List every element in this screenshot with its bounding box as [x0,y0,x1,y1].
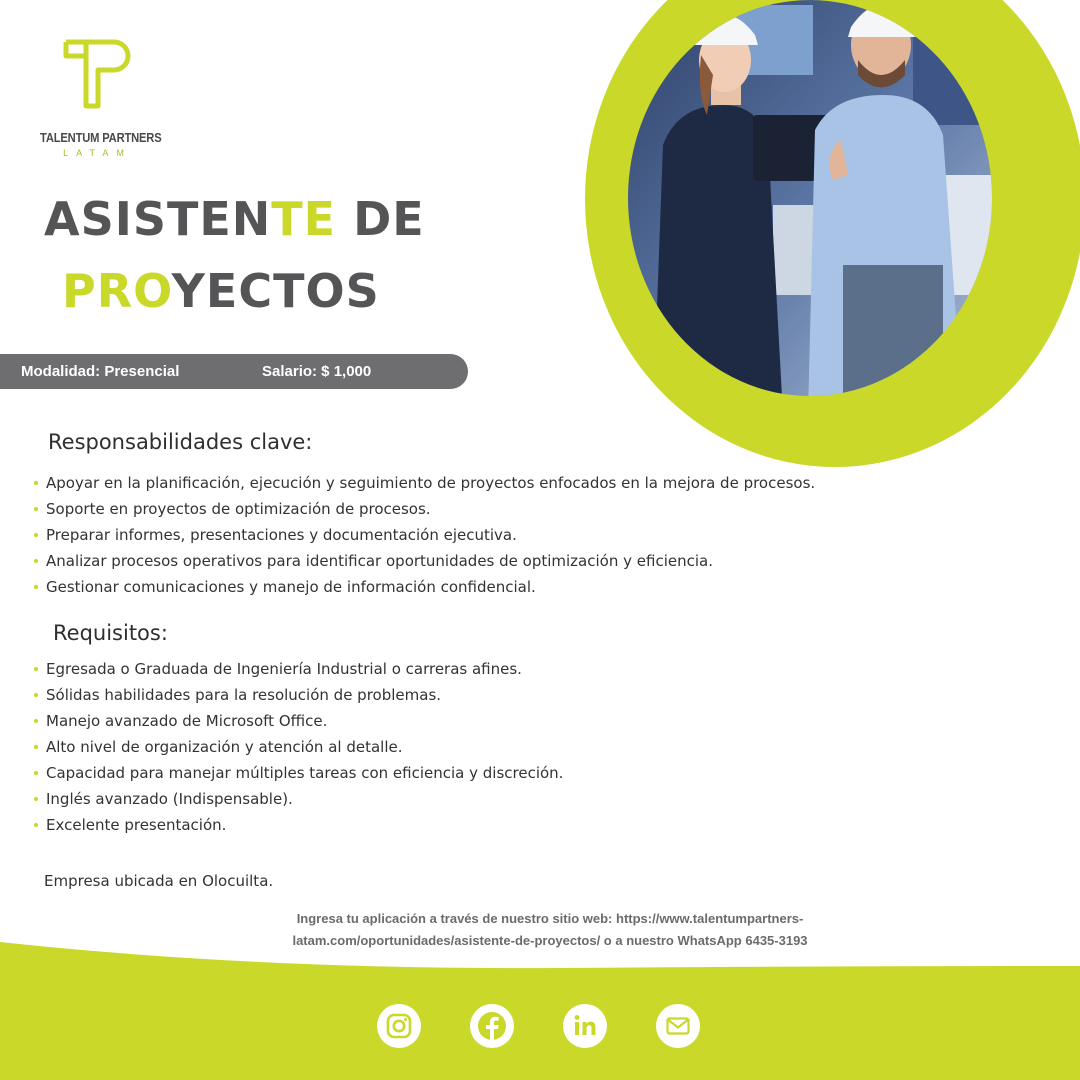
bullet-icon [34,585,38,589]
bullet-icon [34,719,38,723]
bullet-icon [34,823,38,827]
title-accent: TE [271,192,337,246]
facebook-button[interactable] [470,1004,514,1048]
list-item-text: Soporte en proyectos de optimización de procesos. [46,500,431,518]
list-item [34,786,563,812]
location-text: Empresa ubicada en Olocuilta. [44,872,274,890]
instagram-button[interactable] [377,1004,421,1048]
mail-icon [656,1004,700,1048]
list-item-text: Capacidad para manejar múltiples tareas con eficiencia y discreción. [46,764,564,782]
facebook-icon [470,1004,514,1048]
requisitos-list [34,656,563,838]
linkedin-button[interactable] [563,1004,607,1048]
bullet-icon [34,559,38,563]
list-item [34,812,563,838]
bullet-icon [34,667,38,671]
list-item [34,682,563,708]
responsabilidades-list [34,470,815,600]
engineers-photo-illustration [583,0,1080,467]
bullet-icon [34,771,38,775]
brand-sub: LATAM [63,148,132,158]
email-button[interactable] [656,1004,700,1048]
list-item-text: Sólidas habilidades para la resolución de problemas. [46,686,442,704]
list-item-text: Manejo avanzado de Microsoft Office. [46,712,328,730]
apply-line: latam.com/oportunidades/asistente-de-proyectos/ o a nuestro WhatsApp 6435-3193 [292,933,808,948]
instagram-icon [377,1004,421,1048]
brand-name: TALENTUM PARTNERS [40,130,162,145]
responsabilidades-title: Responsabilidades clave: [48,430,313,454]
footer-band [0,930,1080,1080]
requisitos-title: Requisitos: [53,621,168,645]
list-item [34,496,815,522]
list-item [34,470,815,496]
list-item [34,734,563,760]
linkedin-icon [563,1004,607,1048]
list-item-text: Apoyar en la planificación, ejecución y seguimiento de proyectos enfocados en la mejora de procesos. [46,474,816,492]
salario-label: Salario: $ 1,000 [262,363,372,380]
title-accent: PRO [62,264,172,318]
list-item-text: Alto nivel de organización y atención al detalle. [46,738,403,756]
bullet-icon [34,481,38,485]
list-item-text: Preparar informes, presentaciones y documentación ejecutiva. [46,526,517,544]
logo-mark-icon [62,38,132,110]
apply-line: Ingresa tu aplicación a través de nuestro sitio web: https://www.talentumpartners- [296,911,804,926]
list-item-text: Inglés avanzado (Indispensable). [46,790,293,808]
list-item [34,548,815,574]
modalidad-label: Modalidad: Presencial [21,363,180,380]
bullet-icon [34,797,38,801]
list-item [34,656,563,682]
list-item-text: Excelente presentación. [46,816,227,834]
title-part: YECTOS [171,264,380,318]
bullet-icon [34,745,38,749]
info-bar [0,354,468,389]
title-part: ASISTEN [44,192,272,246]
list-item [34,522,815,548]
bullet-icon [34,507,38,511]
bullet-icon [34,693,38,697]
bullet-icon [34,533,38,537]
page-title-line1 [44,192,425,246]
list-item [34,760,563,786]
title-part: DE [336,192,425,246]
list-item-text: Analizar procesos operativos para identificar oportunidades de optimización y eficiencia. [46,552,713,570]
list-item [34,574,815,600]
list-item-text: Gestionar comunicaciones y manejo de información confidencial. [46,578,536,596]
page-title-line2 [62,264,380,318]
hero-photo [583,0,1080,472]
list-item-text: Egresada o Graduada de Ingeniería Industrial o carreras afines. [46,660,522,678]
list-item [34,708,563,734]
